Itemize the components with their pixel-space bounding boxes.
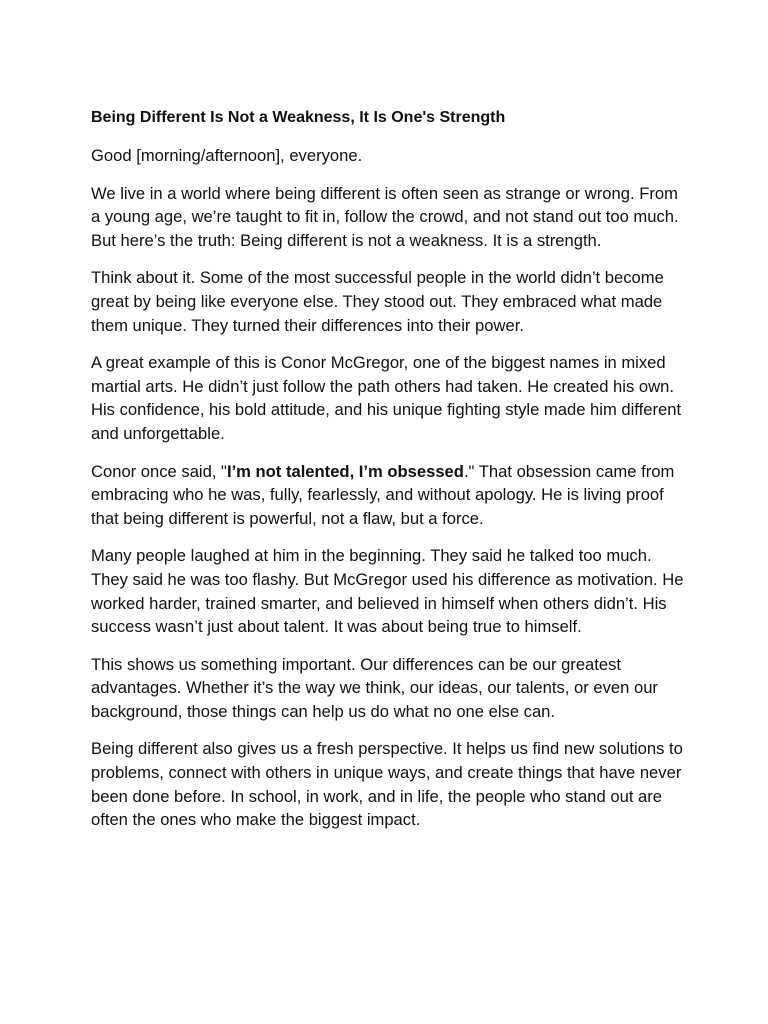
paragraph-4: [91, 460, 691, 531]
paragraph-2: Think about it. Some of the most successful people in the world didn’t become great by being like everyone else. They stood out. They embraced what made them unique. They turned their differences into their power.: [91, 268, 664, 335]
paragraph-5: Many people laughed at him in the beginning. They said he talked too much. They said he was too flashy. But McGregor used his difference as motivation. He worked harder, trained smarter, and believed in himself when others didn’t. His success wasn’t just about talent. It was about being true to himself.: [91, 546, 684, 637]
document-body: [91, 106, 691, 846]
paragraph-3: A great example of this is Conor McGregor, one of the biggest names in mixed martial arts. He didn’t just follow the path others had taken. He created his own. His confidence, his bold attitude, and his unique fighting style made him different and unforgettable.: [91, 353, 682, 443]
paragraph-7: Being different also gives us a fresh perspective. It helps us find new solutions to problems, connect with others in unique ways, and create things that have never been done before. In school, in work, and in life, the people who stand out are often the ones who make the biggest impact.: [91, 739, 683, 830]
greeting-paragraph: Good [morning/afternoon], everyone.: [91, 146, 363, 165]
quote-intro: Conor once said, ": [91, 461, 227, 481]
paragraph-1: We live in a world where being different is often seen as strange or wrong. From a young age, we’re taught to fit in, follow the crowd, and not stand out too much. But here’s the truth: Being different is not a weakness. It is a strength.: [91, 183, 679, 250]
paragraph-6: This shows us something important. Our differences can be our greatest advantages. Whether it’s the way we think, our ideas, our talents, or even our background, those things can help us do what no one else can.: [91, 654, 658, 721]
quote-bold: I’m not talented, I’m obsessed: [226, 461, 464, 481]
document-title: Being Different Is Not a Weakness, It Is One's Strength: [91, 109, 506, 126]
quote-continuation: ." That obsession came from embracing who he was, fully, fearlessly, and without apology. He is living proof that being different is powerful, not a flaw, but a force.: [91, 461, 675, 528]
